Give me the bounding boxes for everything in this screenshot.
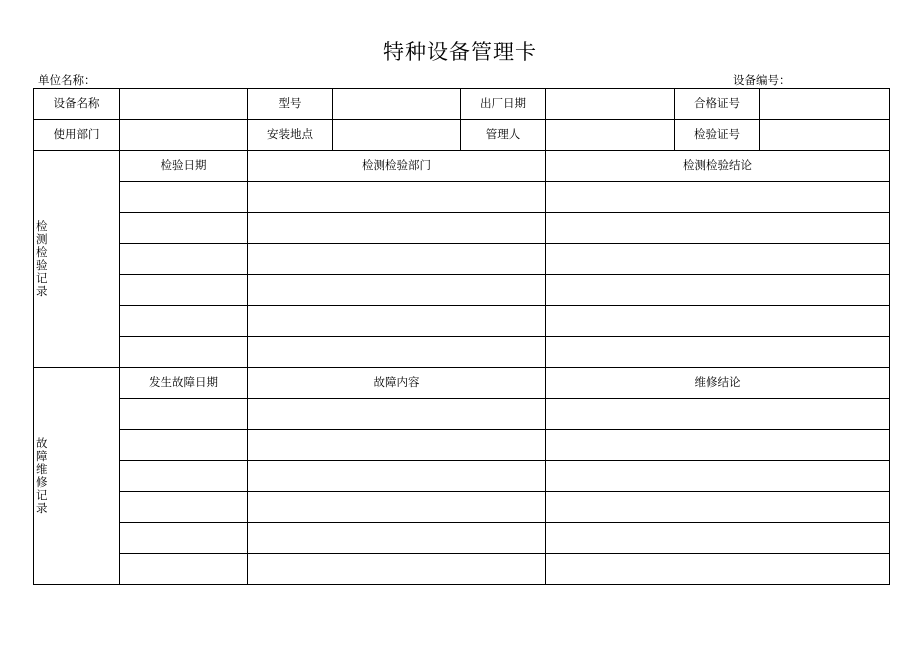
inspection-date-cell[interactable] (120, 213, 248, 244)
factory-date-value[interactable] (546, 89, 675, 120)
repair-conclusion-header: 维修结论 (546, 368, 890, 399)
inspection-conclusion-cell[interactable] (546, 275, 890, 306)
inspection-conclusion-cell[interactable] (546, 213, 890, 244)
repair-content-cell[interactable] (248, 430, 546, 461)
dept-value[interactable] (120, 120, 248, 151)
inspection-dept-cell[interactable] (248, 213, 546, 244)
table-row (34, 554, 890, 585)
inspection-header-row (34, 151, 890, 182)
repair-content-cell[interactable] (248, 399, 546, 430)
manager-value[interactable] (546, 120, 675, 151)
cert-no-label: 合格证号 (675, 89, 760, 120)
inspection-date-cell[interactable] (120, 306, 248, 337)
dept-label: 使用部门 (34, 120, 120, 151)
inspection-date-cell[interactable] (120, 275, 248, 306)
repair-conclusion-cell[interactable] (546, 523, 890, 554)
repair-content-cell[interactable] (248, 523, 546, 554)
repair-date-cell[interactable] (120, 492, 248, 523)
model-value[interactable] (333, 89, 461, 120)
inspection-dept-cell[interactable] (248, 275, 546, 306)
repair-content-header: 故障内容 (248, 368, 546, 399)
repair-date-cell[interactable] (120, 523, 248, 554)
inspection-no-value[interactable] (760, 120, 890, 151)
inspection-date-cell[interactable] (120, 182, 248, 213)
page-title: 特种设备管理卡 (383, 40, 537, 64)
repair-date-cell[interactable] (120, 399, 248, 430)
inspection-dept-header: 检测检验部门 (248, 151, 546, 182)
repair-date-cell[interactable] (120, 430, 248, 461)
repair-date-header: 发生故障日期 (120, 368, 248, 399)
table-row (34, 182, 890, 213)
equipment-name-label: 设备名称 (34, 89, 120, 120)
repair-conclusion-cell[interactable] (546, 430, 890, 461)
manager-label: 管理人 (461, 120, 546, 151)
repair-conclusion-cell[interactable] (546, 461, 890, 492)
management-card-table (33, 88, 890, 585)
inspection-section-label (34, 151, 120, 368)
inspection-date-cell[interactable] (120, 337, 248, 368)
table-row (34, 430, 890, 461)
table-row (34, 275, 890, 306)
inspection-dept-cell[interactable] (248, 244, 546, 275)
repair-content-cell[interactable] (248, 492, 546, 523)
factory-date-label: 出厂日期 (461, 89, 546, 120)
repair-section-label (34, 368, 120, 585)
location-label: 安装地点 (248, 120, 333, 151)
repair-conclusion-cell[interactable] (546, 492, 890, 523)
inspection-conclusion-cell[interactable] (546, 182, 890, 213)
table-row (34, 337, 890, 368)
table-row (34, 306, 890, 337)
repair-section-text: 故障维修记录 (36, 436, 48, 515)
table-row (34, 492, 890, 523)
inspection-date-header: 检验日期 (120, 151, 248, 182)
table-row (34, 523, 890, 554)
inspection-conclusion-cell[interactable] (546, 337, 890, 368)
repair-header-row (34, 368, 890, 399)
model-label: 型号 (248, 89, 333, 120)
inspection-date-cell[interactable] (120, 244, 248, 275)
info-row-2 (34, 120, 890, 151)
table-row (34, 213, 890, 244)
table-row (34, 461, 890, 492)
equipment-no-label: 设备编号： (733, 73, 791, 87)
inspection-conclusion-cell[interactable] (546, 244, 890, 275)
table-row (34, 399, 890, 430)
inspection-dept-cell[interactable] (248, 306, 546, 337)
equipment-name-value[interactable] (120, 89, 248, 120)
repair-date-cell[interactable] (120, 461, 248, 492)
table-row (34, 244, 890, 275)
inspection-dept-cell[interactable] (248, 337, 546, 368)
repair-content-cell[interactable] (248, 461, 546, 492)
repair-date-cell[interactable] (120, 554, 248, 585)
location-value[interactable] (333, 120, 461, 151)
inspection-dept-cell[interactable] (248, 182, 546, 213)
inspection-no-label: 检验证号 (675, 120, 760, 151)
unit-name-label: 单位名称： (38, 73, 96, 87)
repair-content-cell[interactable] (248, 554, 546, 585)
inspection-section-text: 检测检验记录 (36, 219, 48, 298)
repair-conclusion-cell[interactable] (546, 554, 890, 585)
info-row-1 (34, 89, 890, 120)
repair-conclusion-cell[interactable] (546, 399, 890, 430)
inspection-conclusion-cell[interactable] (546, 306, 890, 337)
inspection-conclusion-header: 检测检验结论 (546, 151, 890, 182)
cert-no-value[interactable] (760, 89, 890, 120)
